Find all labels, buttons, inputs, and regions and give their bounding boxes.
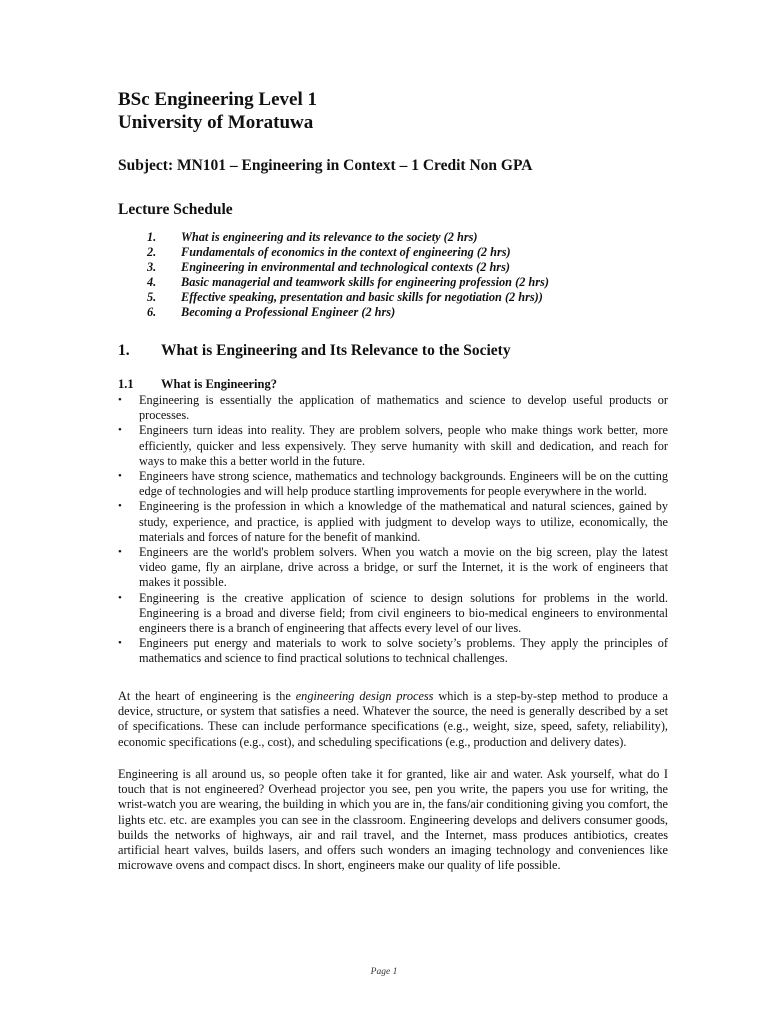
subsection-number: 1.1 bbox=[118, 377, 134, 391]
list-item-text: Engineers have strong science, mathematics and technology backgrounds. Engineers will be on the cutting edge of technologies and will help produce startling improvements for people everywhere in the world. bbox=[139, 469, 668, 499]
paragraph-text: which is a step-by-step method to produce a device, structure, or system that satisfies a need. Whatever the source, the need is generally described by a set of specifications. These can include performance specifications (e.g., weight, size, speed, safety, reliability), economic specifications (e.g., cost), and scheduling specifications (e.g., production and delivery dates). bbox=[118, 689, 669, 749]
list-item bbox=[118, 423, 668, 469]
list-item-text: Engineering is the creative application of science to design solutions for problems in the world. Engineering is a broad and diverse field; from civil engineers to bio-medical engineers to environmental engineers there is a branch of engineering that affects every level of our lives. bbox=[139, 590, 668, 636]
list-item bbox=[118, 393, 668, 423]
engineering-around-us-paragraph: Engineering is all around us, so people often take it for granted, like air and water. Ask yourself, what do I touch that is not engineered? Overhead projector you see, pen you write, the papers you use for writing, the wrist-watch you are wearing, the building in which you are in, the fans/air conditioning giving you comfort, the lights etc. etc. are examples you can see in the classroom. Engineering develops and delivers consumer goods, builds the networks of highways, air and rail travel, and the Internet, mass produces antibiotics, creates artificial heart valves, builds lasers, and offers such wonders an imaging technology and conveniences like microwave ovens and compact discs. In short, engineers make our quality of life possible. bbox=[118, 767, 668, 873]
schedule-item-number: 5. bbox=[147, 290, 157, 304]
schedule-item-number: 3. bbox=[147, 260, 157, 274]
section-number: 1. bbox=[118, 342, 130, 359]
list-item bbox=[118, 499, 668, 545]
lecture-schedule-title: Lecture Schedule bbox=[118, 201, 233, 218]
schedule-item-number: 4. bbox=[147, 275, 157, 289]
page-number: Page 1 bbox=[370, 967, 398, 977]
emphasized-term: engineering design process bbox=[295, 689, 434, 703]
schedule-item-text: Effective speaking, presentation and basic skills for negotiation (2 hrs)) bbox=[181, 290, 543, 304]
subsection-title: What is Engineering? bbox=[161, 377, 277, 391]
bullet-icon: • bbox=[118, 591, 122, 604]
schedule-item bbox=[147, 230, 678, 245]
university-title: University of Moratuwa bbox=[118, 112, 314, 133]
engineering-definitions-list bbox=[118, 393, 668, 667]
list-item-text: Engineering is the profession in which a knowledge of the mathematical and natural sciences, gained by study, experience, and practice, is applied with judgment to develop ways to utilize, economically, the materials and forces of nature for the benefit of mankind. bbox=[139, 499, 668, 544]
schedule-item-number: 6. bbox=[147, 305, 157, 319]
list-item-text: Engineers turn ideas into reality. They are problem solvers, people who make things work better, more efficiently, quicker and less expensively. They serve humanity with skill and dedication, and reach for ways to make this a better world in the future. bbox=[139, 423, 668, 468]
list-item bbox=[118, 469, 668, 499]
bullet-icon: • bbox=[118, 394, 122, 406]
bullet-icon: • bbox=[118, 637, 122, 650]
schedule-item bbox=[147, 260, 678, 275]
schedule-item-text: Fundamentals of economics in the context of engineering (2 hrs) bbox=[181, 245, 511, 259]
document-header bbox=[118, 88, 678, 320]
schedule-item bbox=[147, 275, 678, 290]
bullet-icon: • bbox=[118, 500, 122, 513]
subject-line: Subject: MN101 – Engineering in Context – 1 Credit Non GPA bbox=[118, 157, 533, 174]
paragraph-text: At the heart of engineering is the bbox=[118, 689, 296, 703]
schedule-item-text: Becoming a Professional Engineer (2 hrs) bbox=[181, 305, 396, 319]
list-item bbox=[118, 545, 668, 591]
lecture-schedule-list bbox=[147, 230, 678, 320]
schedule-item-text: Basic managerial and teamwork skills for engineering profession (2 hrs) bbox=[181, 275, 549, 289]
bullet-icon: • bbox=[118, 470, 122, 483]
course-level-title: BSc Engineering Level 1 bbox=[118, 89, 317, 110]
list-item bbox=[118, 636, 668, 666]
schedule-item bbox=[147, 245, 678, 260]
schedule-item-text: Engineering in environmental and technological contexts (2 hrs) bbox=[181, 260, 510, 274]
section-title: What is Engineering and Its Relevance to the Society bbox=[161, 342, 511, 359]
bullet-icon: • bbox=[118, 546, 122, 559]
list-item bbox=[118, 591, 668, 637]
bullet-icon: • bbox=[118, 424, 122, 437]
section-heading bbox=[118, 342, 511, 360]
subsection-heading bbox=[118, 377, 277, 392]
list-item-text: Engineers are the world's problem solvers. When you watch a movie on the big screen, play the latest video game, fly an airplane, drive across a bridge, or surf the Internet, it is the work of engineers that makes it possible. bbox=[139, 545, 668, 590]
schedule-item bbox=[147, 305, 678, 320]
schedule-item-number: 2. bbox=[147, 245, 157, 259]
schedule-item-text: What is engineering and its relevance to the society (2 hrs) bbox=[181, 230, 478, 244]
list-item-text: Engineers put energy and materials to work to solve society’s problems. They apply the principles of mathematics and science to find practical solutions to technical challenges. bbox=[139, 636, 668, 666]
list-item-text: Engineering is essentially the application of mathematics and science to develop useful products or processes. bbox=[139, 393, 668, 423]
design-process-paragraph bbox=[118, 689, 668, 750]
schedule-item-number: 1. bbox=[147, 230, 157, 244]
schedule-item bbox=[147, 290, 678, 305]
